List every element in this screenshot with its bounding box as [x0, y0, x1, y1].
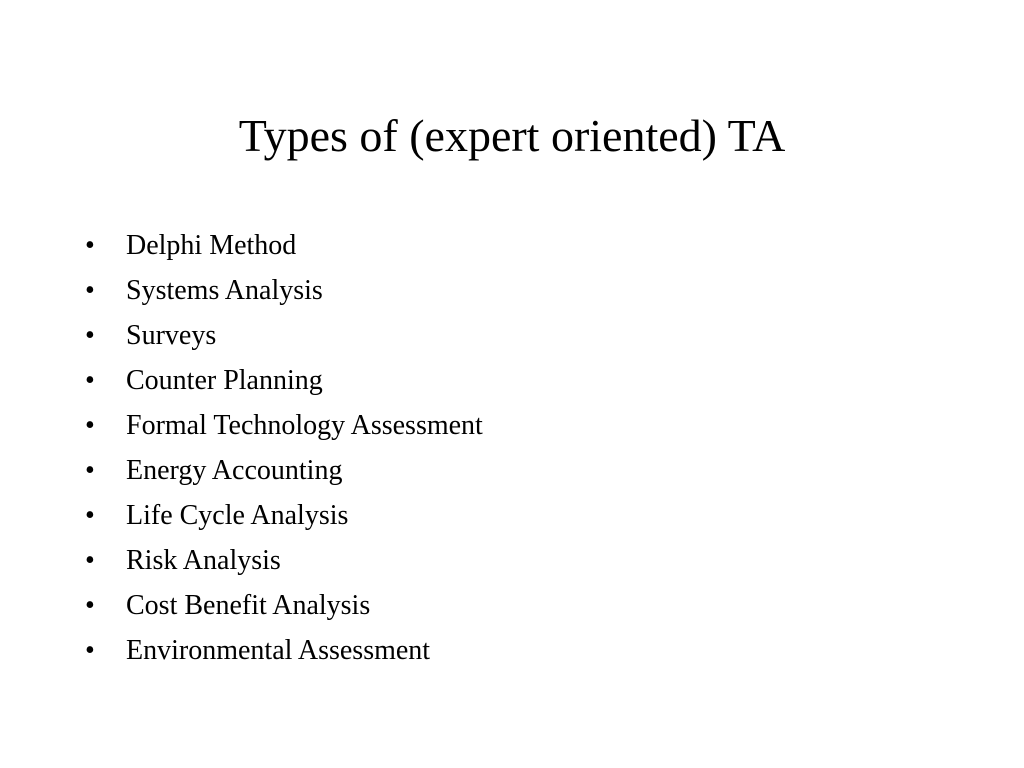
bullet-list — [85, 223, 483, 673]
list-item-label: Counter Planning — [126, 365, 323, 396]
list-item-label: Delphi Method — [126, 230, 297, 261]
list-item-label: Cost Benefit Analysis — [126, 590, 371, 621]
list-item-label: Systems Analysis — [126, 275, 323, 306]
bullet-icon: • — [85, 320, 95, 351]
list-item-label: Formal Technology Assessment — [126, 410, 483, 441]
list-item — [85, 313, 483, 358]
bullet-icon: • — [85, 500, 95, 531]
list-item — [85, 583, 483, 628]
list-item-label: Risk Analysis — [126, 545, 281, 576]
bullet-icon: • — [85, 275, 95, 306]
list-item — [85, 628, 483, 673]
slide-title: Types of (expert oriented) TA — [238, 110, 786, 161]
list-item — [85, 538, 483, 583]
list-item — [85, 493, 483, 538]
bullet-icon: • — [85, 635, 95, 666]
list-item — [85, 448, 483, 493]
list-item-label: Surveys — [126, 320, 217, 351]
bullet-icon: • — [85, 365, 95, 396]
bullet-icon: • — [85, 230, 95, 261]
bullet-icon: • — [85, 545, 95, 576]
bullet-icon: • — [85, 410, 95, 441]
list-item-label: Energy Accounting — [126, 455, 343, 486]
list-item — [85, 268, 483, 313]
bullet-icon: • — [85, 590, 95, 621]
list-item-label: Life Cycle Analysis — [126, 500, 349, 531]
list-item — [85, 358, 483, 403]
list-item — [85, 403, 483, 448]
list-item-label: Environmental Assessment — [126, 635, 431, 666]
bullet-icon: • — [85, 455, 95, 486]
list-item — [85, 223, 483, 268]
